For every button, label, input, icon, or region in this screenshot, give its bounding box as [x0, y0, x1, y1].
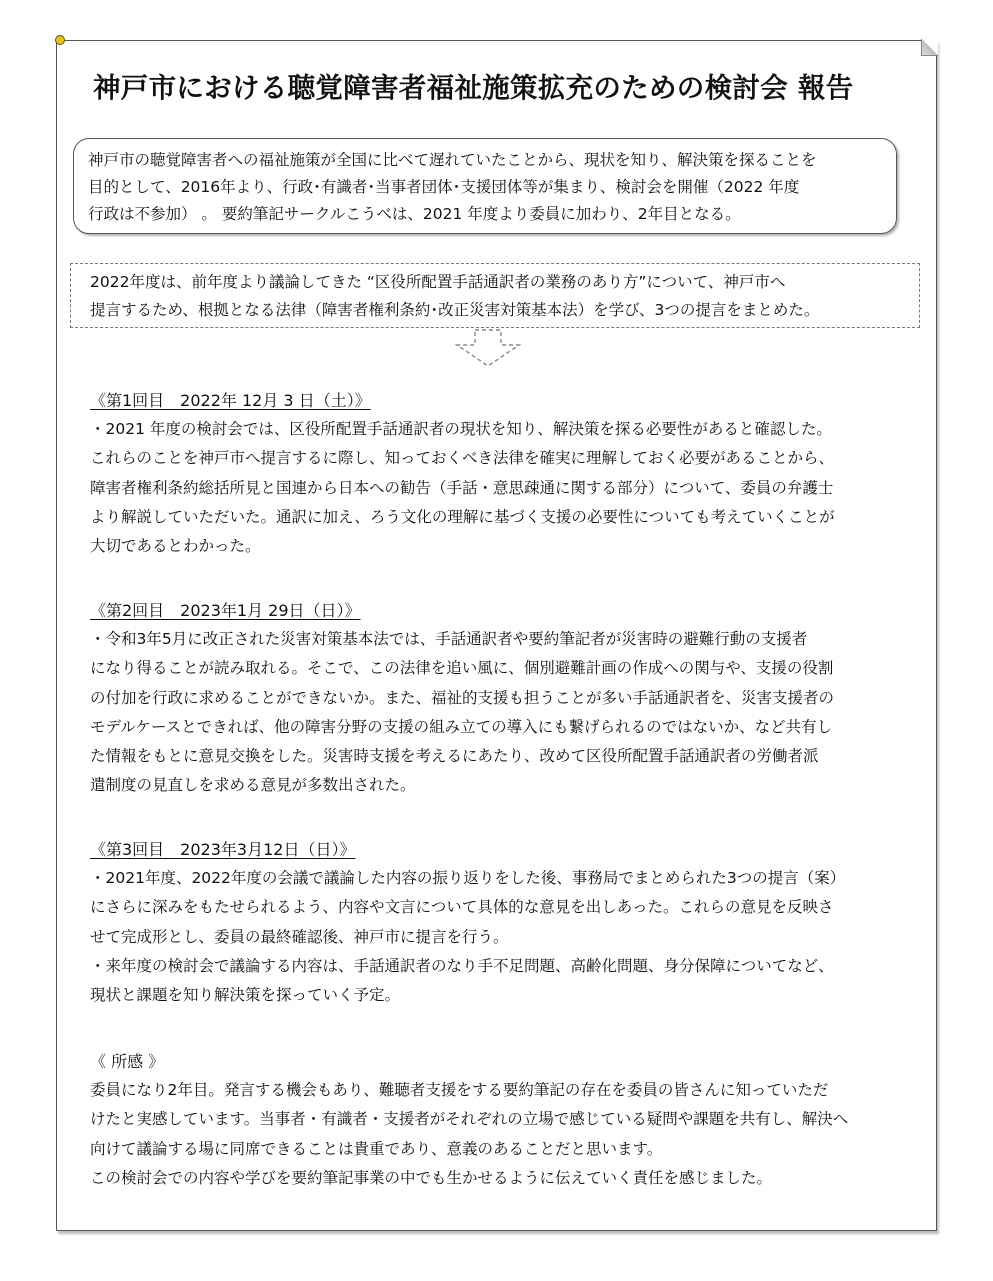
pin-icon [55, 35, 65, 45]
session-2-line: になり得ることが読み取れる。そこで、この法律を追い風に、個別避難計画の作成への関与や、支援の役割 [90, 659, 834, 678]
intro-line: 神戸市の聴覚障害者への福祉施策が全国に比べて遅れていたことから、現状を知り、解決策を探ることを [88, 151, 817, 169]
page-corner-fold-icon [921, 39, 938, 56]
session-1-line: 障害者権利条約総括所見と国連から日本への勧告（手話・意思疎通に関する部分）について、委員の弁護士 [90, 478, 834, 497]
session-1-line: これらのことを神戸市へ提言するに際し、知っておくべき法律を確実に理解しておく必要があることから、 [90, 449, 835, 468]
session-1-line: ・2021 年度の検討会では、区役所配置手話通訳者の現状を知り、解決策を探る必要性があると確認した。 [90, 420, 832, 438]
page-title: 神戸市における聴覚障害者福祉施策拡充のための検討会 報告 [93, 72, 854, 104]
down-arrow-icon [455, 329, 521, 367]
lead-line: 2022年度は、前年度より議論してきた “区役所配置手話通訳者の業務のあり方”について、神戸市へ [90, 273, 786, 291]
session-3-line: にさらに深みをもたせられるよう、内容や文言について具体的な意見を出しあった。これらの意見を反映さ [90, 898, 834, 917]
session-3-line: ・来年度の検討会で議論する内容は、手話通訳者のなり手不足問題、高齢化問題、身分保障についてなど、 [90, 956, 834, 975]
session-2-line: ・令和3年5月に改正された災害対策基本法では、手話通訳者や要約筆記者が災害時の避難行動の支援者 [90, 630, 808, 648]
session-2-line: 遣制度の見直しを求める意見が多数出された。 [90, 776, 416, 795]
impressions-line: この検討会での内容や学びを要約筆記事業の中でも生かせるように伝えていく責任を感じました。 [90, 1168, 773, 1187]
impressions-section [90, 1047, 920, 1193]
impressions-line: 向けて議論する場に同席できることは貴重であり、意義のあることだと思います。 [90, 1139, 663, 1158]
lead-box [70, 263, 920, 328]
session-1-heading: 《第1回目 2022年 12月 3 日（土）》 [90, 391, 371, 410]
session-3-section [90, 835, 920, 1010]
session-2-line: た情報をもとに意見交換をした。災害時支援を考えるにあたり、改めて区役所配置手話通訳者の労働者派 [90, 747, 819, 766]
session-2-section [90, 596, 920, 801]
session-3-heading: 《第3回目 2023年3月12日（日）》 [90, 840, 356, 859]
session-2-heading: 《第2回目 2023年1月 29日（日）》 [90, 601, 361, 620]
intro-line: 目的として、2016年より、行政･有識者･当事者団体･支援団体等が集まり、検討会を開催（2022 年度 [88, 178, 800, 196]
session-2-line: の付加を行政に求めることができないか。また、福祉的支援も担うことが多い手話通訳者を、災害支援者の [90, 688, 835, 707]
lead-line: 提言するため、根拠となる法律（障害者権利条約･改正災害対策基本法）を学び、3つの提言をまとめた。 [90, 301, 820, 319]
session-3-line: 現状と課題を知り解決策を探っていく予定。 [90, 986, 401, 1005]
impressions-line: 委員になり2年目。発言する機会もあり、難聴者支援をする要約筆記の存在を委員の皆さんに知っていただ [90, 1081, 829, 1099]
session-2-line: モデルケースとできれば、他の障害分野の支援の組み立ての導入にも繋げられるのではないか、など共有し [90, 717, 833, 736]
session-1-section [90, 386, 920, 561]
session-1-line: 大切であるとわかった。 [90, 537, 261, 556]
session-3-line: せて完成形とし、委員の最終確認後、神戸市に提言を行う。 [90, 927, 509, 946]
report-page [56, 40, 937, 1231]
impressions-line: けたと実感しています。当事者・有識者・支援者がそれぞれの立場で感じている疑問や課題を共有し、解決へ [90, 1110, 849, 1129]
intro-box [73, 138, 897, 234]
session-3-line: ・2021年度、2022年度の会議で議論した内容の振り返りをした後、事務局でまとめられた3つの提言（案） [90, 869, 846, 887]
session-1-line: より解説していただいた。通訳に加え、ろう文化の理解に基づく支援の必要性についても考えていくことが [90, 507, 835, 526]
intro-line: 行政は不参加） 。 要約筆記サークルこうべは、2021 年度より委員に加わり、2年目となる。 [88, 205, 741, 223]
impressions-heading: 《 所感 》 [90, 1052, 165, 1071]
